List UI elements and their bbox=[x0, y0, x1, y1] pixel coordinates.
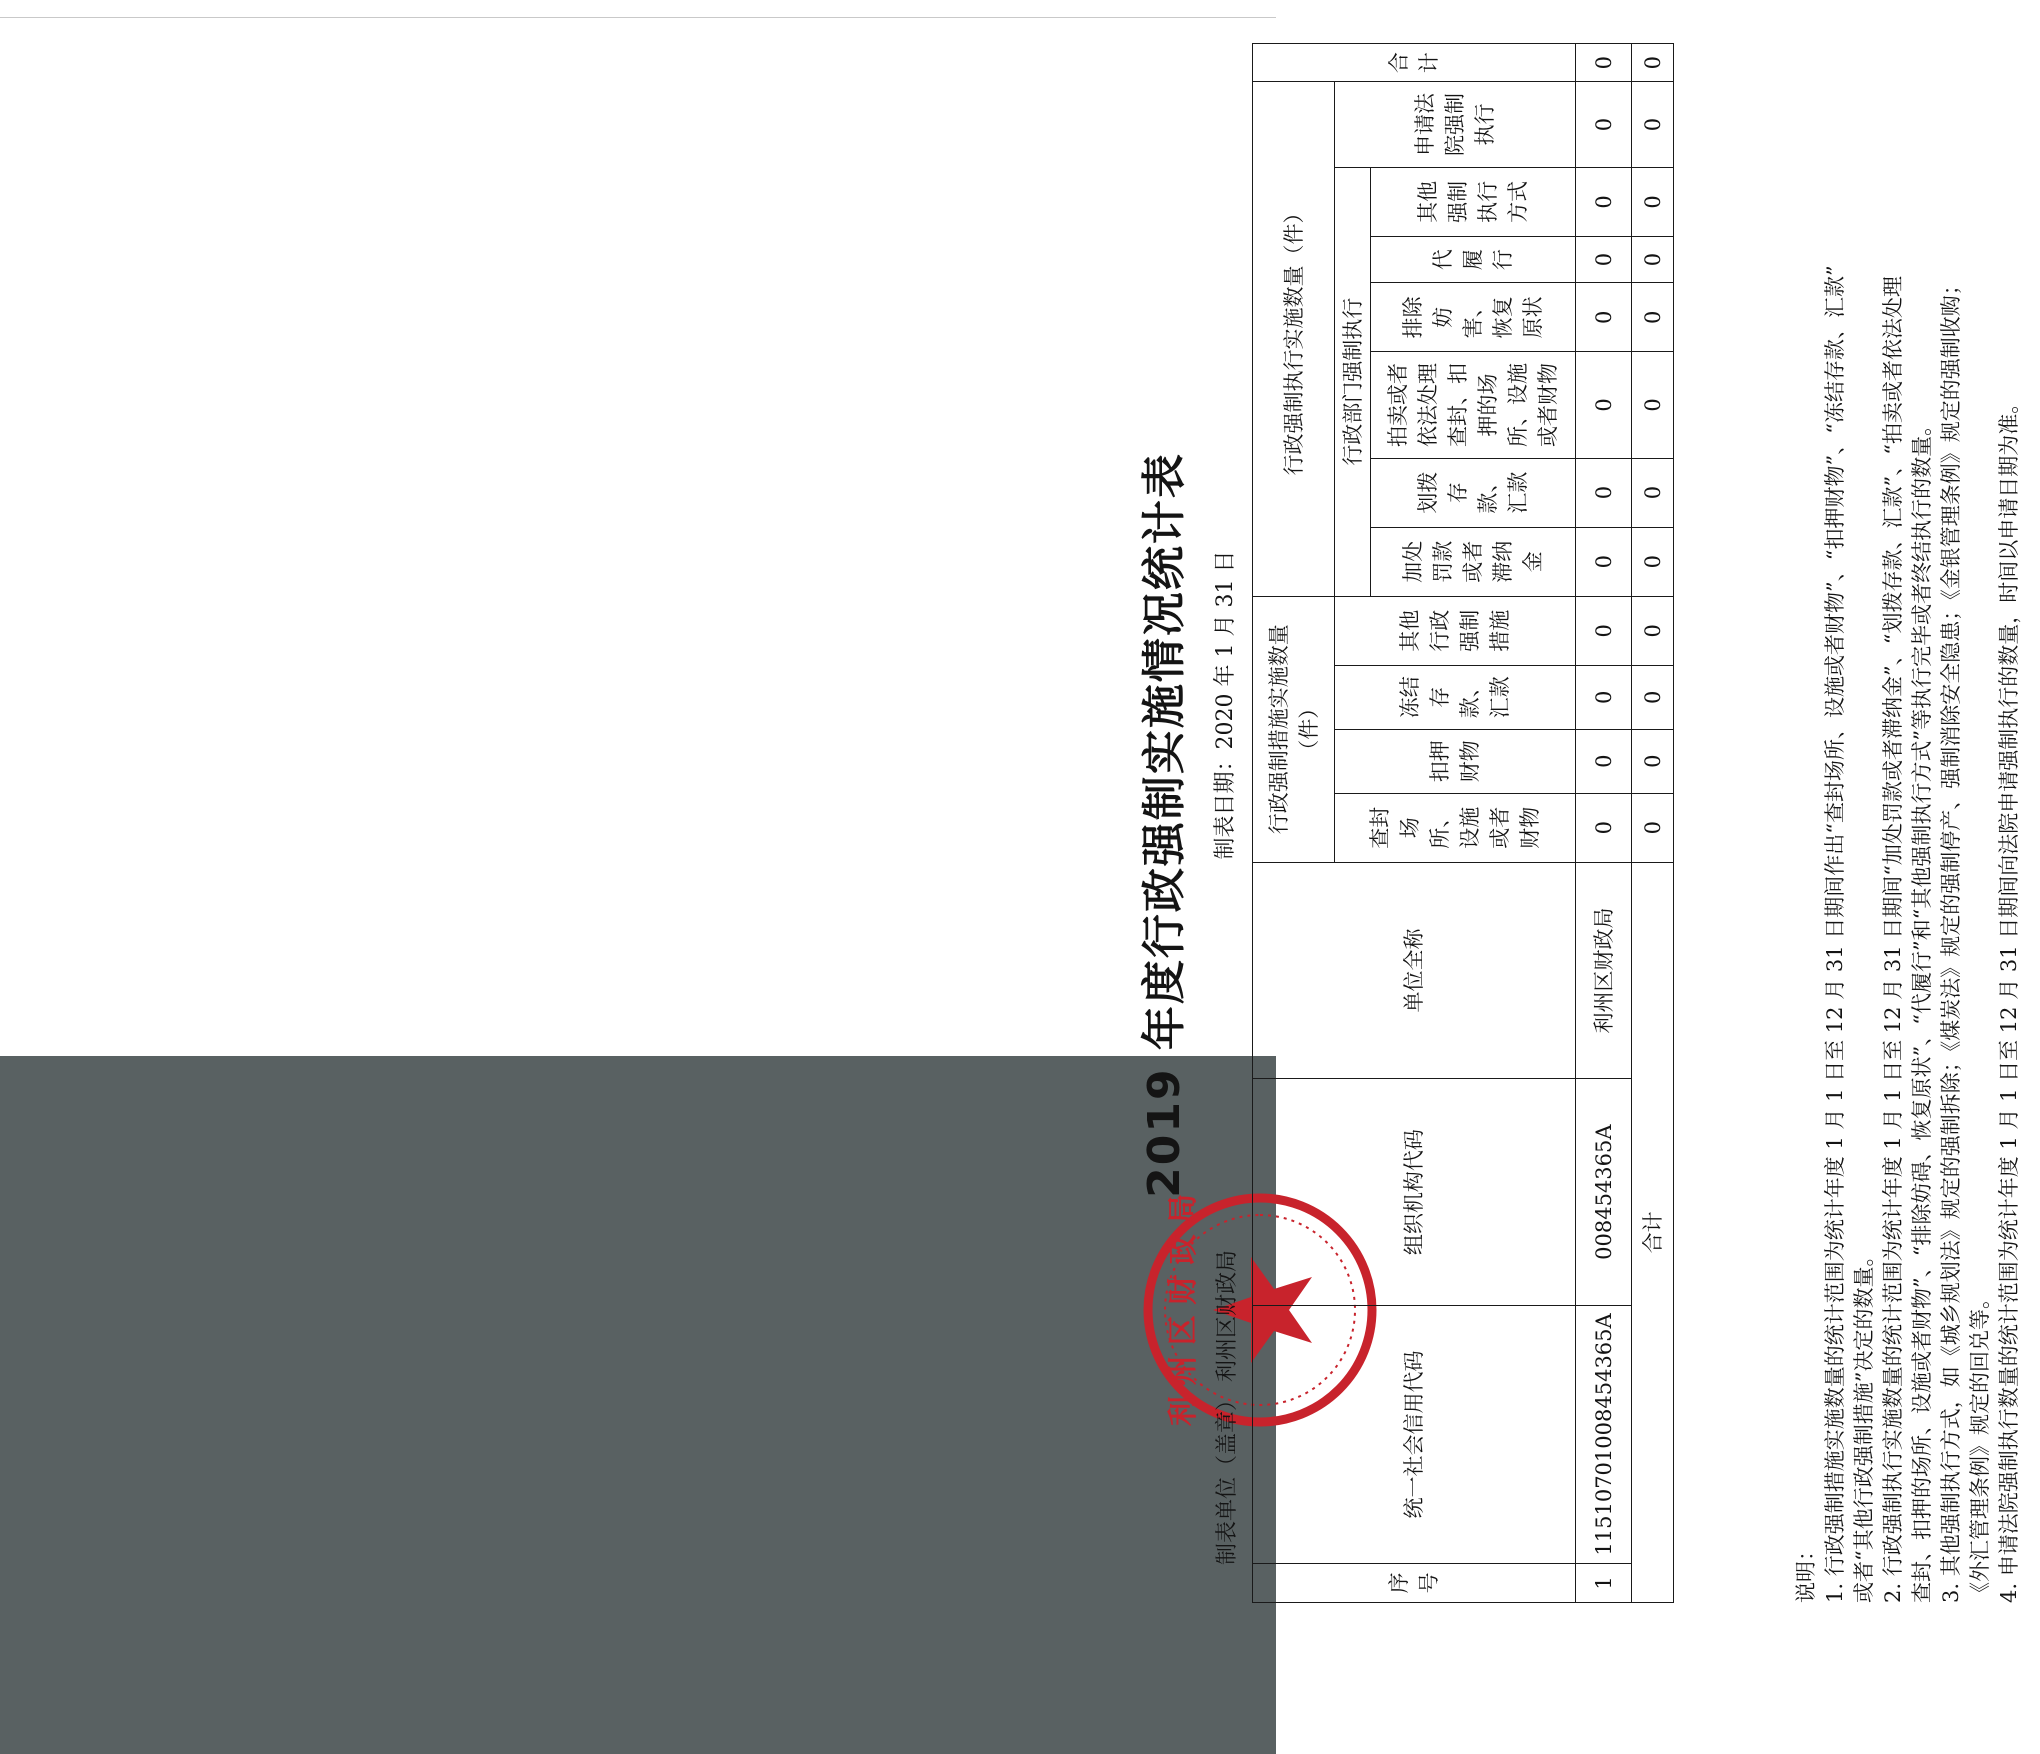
note-line: 《外汇管理条例》规定的回兑等。 bbox=[1968, 1288, 1992, 1603]
note-line: 4. 申请法院强制执行数量的统计范围为统计年度 1 月 1 日至 12 月 31 日期间向法院申请强制执行的数量，时间以申请日期为准。 bbox=[1997, 392, 2021, 1603]
note-line: 或者“其他行政强制措施”决定的数量。 bbox=[1852, 1245, 1876, 1603]
note-line: 查封、扣押的场所、设施或者财物”、“排除妨碍、恢复原状”、“代履行”和“其他强制执行方式”等执行完毕或者终结执行的数量。 bbox=[1910, 414, 1934, 1603]
unit-value: 利州区财政局 bbox=[1215, 1249, 1240, 1382]
unit-label: 制表单位（盖章） bbox=[1215, 1388, 1240, 1565]
row-value: 0 bbox=[1576, 82, 1632, 168]
table-total-row bbox=[1632, 44, 1674, 1603]
total-value: 0 bbox=[1632, 283, 1674, 352]
header-group-enforce: 行政强制执行实施数量（件） bbox=[1253, 82, 1335, 596]
header-org-code: 组织机构代码 bbox=[1253, 1079, 1576, 1306]
date-line: 制表日期：2020 年 1 月 31 日 bbox=[1213, 550, 1238, 860]
rotated-form bbox=[1020, 0, 2040, 1655]
total-value: 0 bbox=[1632, 458, 1674, 527]
row-value: 0 bbox=[1576, 793, 1632, 862]
statistics-table bbox=[1252, 43, 1674, 1603]
row-credit-code: 11510701008454365A bbox=[1576, 1306, 1632, 1564]
note-line: 2. 行政强制执行实施数量的统计范围为统计年度 1 月 1 日至 12 月 31 日期间“加处罚款或者滞纳金”、“划拨存款、汇款”、“拍卖或者依法处理 bbox=[1881, 276, 1905, 1603]
row-value: 0 bbox=[1576, 665, 1632, 729]
row-value: 0 bbox=[1576, 236, 1632, 282]
header-m1: 查封场所、设施或者财物 bbox=[1335, 793, 1576, 862]
total-label: 合计 bbox=[1632, 862, 1674, 1602]
total-value: 0 bbox=[1632, 729, 1674, 793]
header-e2: 划拨存款、汇款 bbox=[1371, 458, 1576, 527]
header-credit-code: 统一社会信用代码 bbox=[1253, 1306, 1576, 1564]
row-value: 0 bbox=[1576, 527, 1632, 596]
table-row bbox=[1576, 44, 1632, 1603]
total-value: 0 bbox=[1632, 167, 1674, 236]
header-e1: 加处罚款或者滞纳金 bbox=[1371, 527, 1576, 596]
header-e5: 代履行 bbox=[1371, 236, 1576, 282]
header-total: 合计 bbox=[1253, 44, 1576, 82]
total-value: 0 bbox=[1632, 236, 1674, 282]
row-seq: 1 bbox=[1576, 1563, 1632, 1602]
row-unit-name: 利州区财政局 bbox=[1576, 862, 1632, 1079]
note-line: 3. 其他强制执行方式，如《城乡规划法》规定的强制拆除；《煤炭法》规定的强制停产、强制消除安全隐患；《金银管理条例》规定的强制收购； bbox=[1939, 274, 1963, 1603]
total-value: 0 bbox=[1632, 665, 1674, 729]
total-value: 0 bbox=[1632, 527, 1674, 596]
total-value: 0 bbox=[1632, 82, 1674, 168]
header-group-measures: 行政强制措施实施数量（件） bbox=[1253, 596, 1335, 862]
row-org-code: 008454365A bbox=[1576, 1079, 1632, 1306]
header-e4: 排除妨害、恢复原状 bbox=[1371, 283, 1576, 352]
total-value: 0 bbox=[1632, 352, 1674, 458]
form-title bbox=[1128, 325, 1192, 1325]
row-value: 0 bbox=[1576, 729, 1632, 793]
svg-text:利 州 区 财 政 局: 利 州 区 财 政 局 bbox=[1166, 1193, 1201, 1427]
row-value: 0 bbox=[1576, 596, 1632, 665]
notes-section bbox=[1792, 43, 2024, 1603]
row-value: 0 bbox=[1576, 283, 1632, 352]
row-value: 0 bbox=[1576, 44, 1632, 82]
header-seq: 序号 bbox=[1253, 1563, 1576, 1602]
row-value: 0 bbox=[1576, 458, 1632, 527]
header-court: 申请法院强制执行 bbox=[1335, 82, 1576, 168]
unit-line bbox=[1210, 1250, 1241, 1565]
row-value: 0 bbox=[1576, 167, 1632, 236]
title-text: 行政强制实施情况统计表 bbox=[1139, 452, 1190, 959]
note-line: 说明： bbox=[1794, 1540, 1818, 1603]
header-unit-name: 单位全称 bbox=[1253, 862, 1576, 1079]
note-line: 1. 行政强制措施实施数量的统计范围为统计年度 1 月 1 日至 12 月 31 日期间作出“查封场所、设施或者财物”、“扣押财物”、“冻结存款、汇款” bbox=[1823, 265, 1847, 1603]
header-group-dept: 行政部门强制执行 bbox=[1335, 167, 1371, 596]
header-m4: 其他行政强制措施 bbox=[1335, 596, 1576, 665]
total-value: 0 bbox=[1632, 596, 1674, 665]
header-e3: 拍卖或者依法处理查封、扣押的场所、设施或者财物 bbox=[1371, 352, 1576, 458]
row-value: 0 bbox=[1576, 352, 1632, 458]
header-e6: 其他强制执行方式 bbox=[1371, 167, 1576, 236]
total-value: 0 bbox=[1632, 793, 1674, 862]
header-m3: 冻结存款、汇款 bbox=[1335, 665, 1576, 729]
year-prefix: 2019 年度 bbox=[1139, 958, 1190, 1198]
total-value: 0 bbox=[1632, 44, 1674, 82]
header-m2: 扣押财物 bbox=[1335, 729, 1576, 793]
